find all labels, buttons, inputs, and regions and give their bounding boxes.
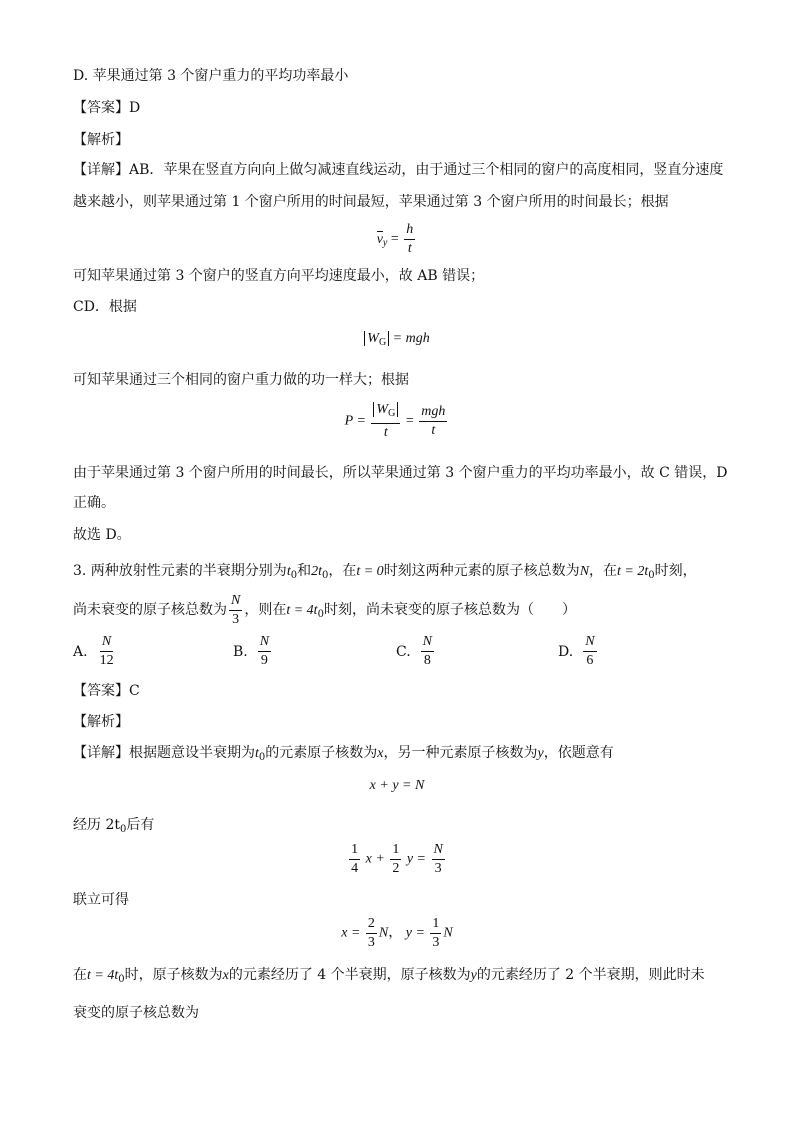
equation-power: P = $\frac{W_G}{t}$ = $\frac{\text{mgh}}{t}$ (344, 402, 446, 440)
equation-work: $W_G$ = mgh (0, 331, 794, 348)
q3-analysis-label: 【解析】 (73, 714, 129, 730)
answer-label: 【答案】D (73, 100, 141, 116)
option-a[interactable]: A. $\frac{N}{12}$ (73, 634, 114, 668)
conclusion-3-line-2: 正确。 (73, 495, 115, 511)
detail-line-2: 越来越小，则苹果通过第 1 个窗户所用的时间最短，苹果通过第 3 个窗户所用的时间最长；根据 (73, 194, 669, 210)
option-d[interactable]: D. $\frac{N}{6}$ (558, 634, 595, 668)
after-two-half-lives: 经历 $2t_0$后有 (73, 817, 155, 835)
equation-sum: x + y = N (369, 778, 425, 793)
combine-label: 联立可得 (73, 892, 129, 908)
question-3-line-2: 尚未衰变的原子核总数为 $\frac{N}{3}$ ，则在$t = 4t_0$时刻，尚未衰变的原子核总数为（ ） (73, 592, 576, 627)
conclusion-3-line-1: 由于苹果通过第 3 个窗户所用的时间最长，所以苹果通过第 3 个窗户重力的平均功率最小，故 C 错误，D (73, 465, 728, 481)
option-c[interactable]: C. $\frac{N}{8}$ (396, 634, 433, 668)
q3-detail-line: 【详解】根据题意设半衰期为$t_0$的元素原子核数为x，另一种元素原子核数为y，依题意有 (73, 745, 614, 763)
equation-average-velocity: $v_y$ = $\frac{h}{t}$ (376, 222, 414, 256)
cd-label: CD．根据 (73, 299, 137, 315)
q3-answer-label: 【答案】C (73, 683, 140, 699)
conclusion-1: 可知苹果通过第 3 个窗户的竖直方向平均速度最小，故 AB 错误； (73, 268, 485, 284)
option-b[interactable]: B. $\frac{N}{9}$ (233, 634, 270, 668)
final-line-1: 在$t = 4t_0$时，原子核数为x的元素经历了 4 个半衰期，原子核数为y的元素经历了 2 个半衰期，则此时未 (73, 967, 705, 985)
detail-line-1: 【详解】AB．苹果在竖直方向向上做匀减速直线运动，由于通过三个相同的窗户的高度相同，竖直分速度 (73, 162, 724, 178)
equation-after-decay: $\frac{1}{4}$ x + $\frac{1}{2}$ y = $\frac{N}{3}$ (351, 842, 443, 876)
conclusion-2: 可知苹果通过三个相同的窗户重力做的功一样大；根据 (73, 372, 409, 388)
final-line-2: 衰变的原子核总数为 (73, 1005, 199, 1021)
option-d-text: D. 苹果通过第 3 个窗户重力的平均功率最小 (73, 68, 349, 84)
question-3-line-1: 3. 两种放射性元素的半衰期分别为$t_0$和$2t_0$，在t = 0时刻这两种元素的原子核总数为N，在$t = 2t_0$时刻， (73, 563, 697, 581)
choose-answer: 故选 D。 (73, 527, 131, 543)
equation-solution: x = $\frac{2}{3}$ N， y = $\frac{1}{3}$ N (341, 916, 453, 950)
analysis-label: 【解析】 (73, 132, 129, 148)
